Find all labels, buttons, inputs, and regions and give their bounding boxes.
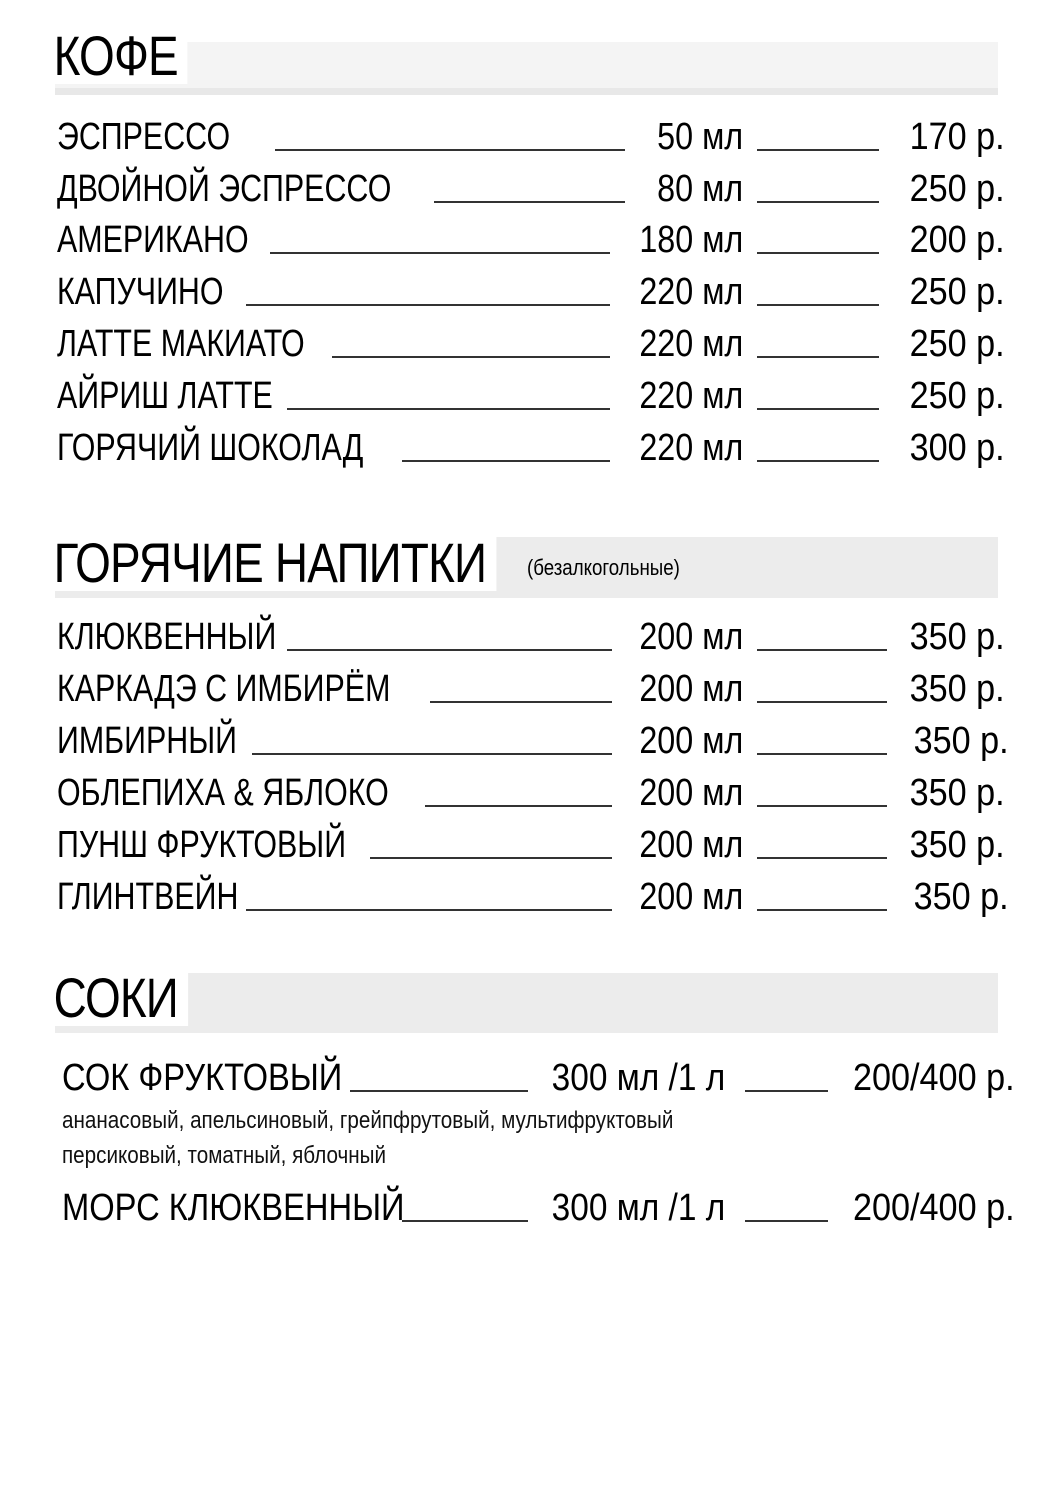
item-volume: 200 мл [639,824,743,866]
item-price: 350 р. [913,876,1009,918]
leader-line [757,753,887,755]
juices-header-band [55,973,998,1033]
leader-line [287,649,612,651]
leader-line [275,149,625,151]
item-price: 200/400 р. [853,1187,1015,1229]
leader-line [287,408,610,410]
leader-line [757,460,879,462]
menu-item [0,324,1061,364]
menu-item [0,220,1061,260]
leader-line [757,701,887,703]
leader-line [430,701,612,703]
menu-item [0,773,1061,813]
item-name: КЛЮКВЕННЫЙ [57,616,277,658]
item-volume: 300 мл /1 л [551,1187,725,1229]
item-price: 350 р. [913,720,1009,762]
item-name: ГОРЯЧИЙ ШОКОЛАД [57,427,364,469]
item-volume: 200 мл [639,616,743,658]
item-name: МОРС КЛЮКВЕННЫЙ [62,1187,405,1229]
leader-line [332,356,610,358]
item-price: 250 р. [909,271,1005,313]
menu-item [0,825,1061,865]
item-price: 250 р. [909,323,1005,365]
item-price: 200 р. [909,219,1005,261]
leader-line [757,201,879,203]
item-price: 350 р. [909,824,1005,866]
menu-item [0,117,1061,157]
item-price: 250 р. [909,375,1005,417]
leader-line [757,356,879,358]
item-price: 300 р. [909,427,1005,469]
section-title-juices: СОКИ [52,970,188,1026]
item-name: ПУНШ ФРУКТОВЫЙ [57,824,347,866]
item-price: 350 р. [909,616,1005,658]
menu-item [0,376,1061,416]
leader-line [757,304,879,306]
item-volume: 180 мл [639,219,743,261]
item-description-line: персиковый, томатный, яблочный [62,1142,387,1169]
leader-line [757,252,879,254]
menu-item [0,1188,1061,1228]
item-name: СОК ФРУКТОВЫЙ [62,1057,343,1099]
leader-line [402,460,610,462]
menu-item [0,721,1061,761]
item-volume: 200 мл [639,772,743,814]
coffee-header-underline [55,88,998,95]
menu-item [0,428,1061,468]
item-volume: 200 мл [639,876,743,918]
item-price: 250 р. [909,168,1005,210]
leader-line [434,201,625,203]
item-volume: 220 мл [639,427,743,469]
leader-line [745,1090,828,1092]
leader-line [252,753,612,755]
item-name: ИМБИРНЫЙ [57,720,237,762]
item-name: КАРКАДЭ С ИМБИРЁМ [57,668,391,710]
leader-line [757,857,887,859]
leader-line [757,408,879,410]
leader-line [757,805,887,807]
leader-line [757,909,887,911]
item-name: АЙРИШ ЛАТТЕ [57,375,273,417]
item-volume: 300 мл /1 л [551,1057,725,1099]
menu-item [0,1058,1061,1098]
leader-line [757,649,887,651]
item-description-line: ананасовый, апельсиновый, грейпфрутовый, мультифруктовый [62,1107,674,1134]
item-volume: 220 мл [639,375,743,417]
item-volume: 50 мл [657,116,743,158]
section-title-hot-drinks: ГОРЯЧИЕ НАПИТКИ [52,535,496,591]
section-subtitle-hot-drinks: (безалкогольные) [527,555,680,580]
item-name: ЭСПРЕССО [57,116,231,158]
item-name: ЛАТТЕ МАКИАТО [57,323,305,365]
leader-line [246,304,610,306]
item-volume: 80 мл [657,168,743,210]
item-price: 200/400 р. [853,1057,1015,1099]
item-price: 170 р. [909,116,1005,158]
menu-item [0,617,1061,657]
section-title-coffee: КОФЕ [52,28,188,84]
leader-line [745,1220,828,1222]
leader-line [425,805,612,807]
item-price: 350 р. [909,668,1005,710]
item-name: ГЛИНТВЕЙН [57,876,239,918]
leader-line [270,252,610,254]
leader-line [402,1220,528,1222]
menu-item [0,669,1061,709]
menu-item [0,169,1061,209]
leader-line [370,857,612,859]
item-volume: 220 мл [639,271,743,313]
item-volume: 200 мл [639,668,743,710]
coffee-header-band [55,42,998,88]
item-name: АМЕРИКАНО [57,219,249,261]
item-price: 350 р. [909,772,1005,814]
item-volume: 220 мл [639,323,743,365]
menu-item [0,877,1061,917]
menu-item [0,272,1061,312]
item-name: КАПУЧИНО [57,271,224,313]
leader-line [757,149,879,151]
item-volume: 200 мл [639,720,743,762]
leader-line [246,909,612,911]
item-name: ОБЛЕПИХА & ЯБЛОКО [57,772,389,814]
leader-line [350,1090,528,1092]
item-name: ДВОЙНОЙ ЭСПРЕССО [57,168,392,210]
